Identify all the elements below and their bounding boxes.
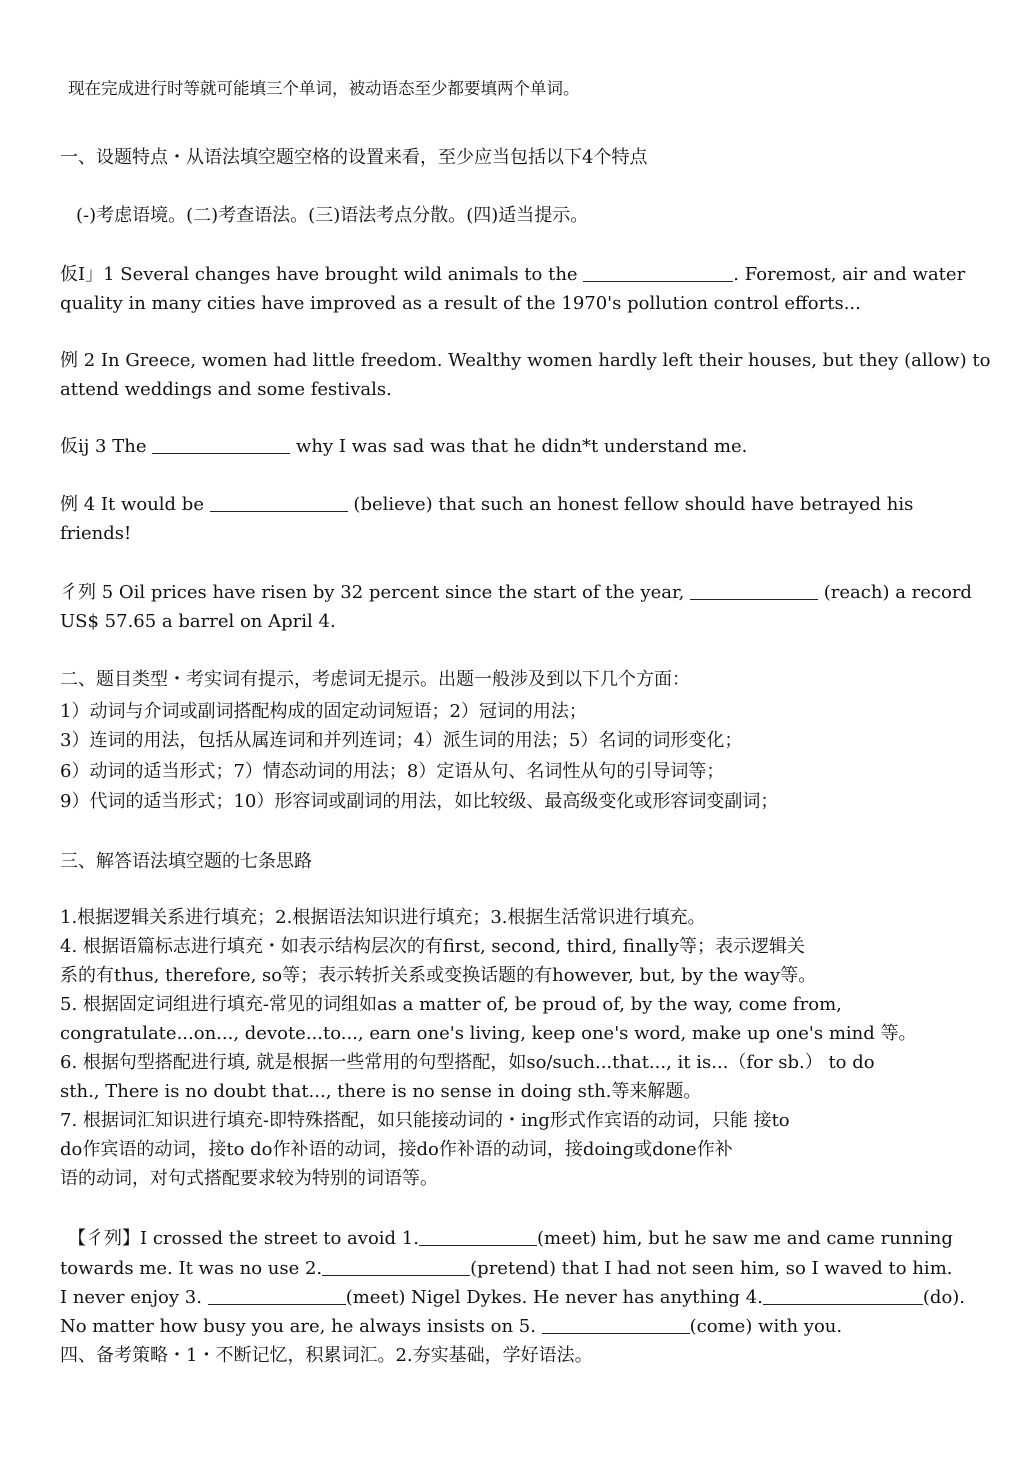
text: 仮I」1 Several changes have brought wild animals to the	[60, 264, 584, 285]
text: (pretend) that I had not seen him, so I waved to him.	[470, 1258, 953, 1279]
exercise-line-4	[60, 1314, 842, 1340]
tip-4-line-1	[60, 934, 805, 960]
tip-1-3	[60, 905, 706, 931]
text: do作宾语的动词，接to do作补语的动词，接do作补语的动词，接doing或done作补	[60, 1139, 733, 1160]
tip-6-line-2	[60, 1079, 701, 1105]
fill-blank	[583, 263, 733, 282]
text: 三、解答语法填空题的七条思路	[60, 851, 312, 872]
text: quality in many cities have improved as a result of the 1970's pollution control efforts...	[60, 293, 861, 314]
section-2-item-4	[60, 789, 778, 815]
text: 仮ij 3 The	[60, 436, 153, 457]
text: (meet) him, but he saw me and came running	[536, 1228, 953, 1249]
text: 例 4 It would be	[60, 494, 210, 515]
fill-blank	[322, 1257, 470, 1276]
text: 6）动词的适当形式；7）情态动词的用法；8）定语从句、名词性从句的引导词等；	[60, 761, 725, 782]
section-4-heading	[60, 1343, 593, 1369]
fill-blank	[210, 493, 348, 512]
example-3-line	[60, 434, 747, 460]
text: 1）动词与介词或副词搭配构成的固定动词短语；2）冠词的用法；	[60, 701, 587, 722]
example-1-line-1	[60, 262, 965, 288]
text: 3）连词的用法，包括从属连词和并列连词；4）派生词的用法；5）名词的词形变化；	[60, 730, 743, 751]
tip-7-line-2	[60, 1137, 733, 1163]
tip-5-line-2	[60, 1021, 917, 1047]
text: congratulate...on..., devote...to..., earn one's living, keep one's word, make up one's mind 等。	[60, 1023, 917, 1044]
text: 四、备考策略・1・不断记忆，积累词汇。2.夯实基础，学好语法。	[60, 1345, 593, 1366]
text: 语的动词，对句式搭配要求较为特别的词语等。	[60, 1168, 438, 1189]
text: 7. 根据词汇知识进行填充-即特殊搭配，如只能接动词的・ing形式作宾语的动词，只能 接to	[60, 1110, 790, 1131]
text: 4. 根据语篇标志进行填充・如表示结构层次的有first, second, third, finally等；表示逻辑关	[60, 936, 805, 957]
example-1-line-2	[60, 291, 861, 317]
exercise-line-3	[60, 1285, 965, 1311]
tip-7-line-3	[60, 1166, 438, 1192]
text: why I was sad was that he didn*t understand me.	[290, 436, 748, 457]
text: 例 2 In Greece, women had little freedom. Wealthy women hardly left their houses, but they (allow) to	[60, 350, 991, 371]
section-2-item-2	[60, 728, 742, 754]
exercise-line-1	[68, 1226, 953, 1252]
text: 5. 根据固定词组进行填充-常见的词组如as a matter of, be proud of, by the way, come from,	[60, 994, 842, 1015]
tip-5-line-1	[60, 992, 842, 1018]
exercise-line-2	[60, 1256, 952, 1282]
text: (-)考虑语境。(二)考查语法。(三)语法考点分散。(四)适当提示。	[76, 205, 589, 226]
text: sth., There is no doubt that..., there is no sense in doing sth.等来解题。	[60, 1081, 702, 1102]
text: 6. 根据句型搭配进行填, 就是根据一些常用的句型搭配，如so/such...that..., it is...（for sb.） to do	[60, 1052, 875, 1073]
text: 一、设题特点・从语法填空题空格的设置来看，至少应当包括以下4个特点	[60, 147, 648, 168]
intro-line	[68, 76, 580, 102]
text: 1.根据逻辑关系进行填充；2.根据语法知识进行填充；3.根据生活常识进行填充。	[60, 907, 706, 928]
fill-blank	[152, 435, 290, 454]
tip-6-line-1	[60, 1050, 875, 1076]
fill-blank	[419, 1227, 537, 1246]
text: . Foremost, air and water	[733, 264, 966, 285]
text: (meet) Nigel Dykes. He never has anything 4.	[345, 1287, 763, 1308]
text: 现在完成进行时等就可能填三个单词，被动语态至少都要填两个单词。	[68, 79, 580, 98]
text: 9）代词的适当形式；10）形容词或副词的用法，如比较级、最高级变化或形容词变副词；	[60, 791, 779, 812]
example-5-line-2	[60, 609, 336, 635]
text: 二、题目类型・考实词有提示，考虑词无提示。出题一般涉及到以下几个方面：	[60, 669, 690, 690]
text: attend weddings and some festivals.	[60, 379, 392, 400]
text: (reach) a record	[818, 582, 972, 603]
tip-4-line-2	[60, 963, 816, 989]
text: (do).	[922, 1287, 966, 1308]
text: US$ 57.65 a barrel on April 4.	[60, 611, 336, 632]
example-2-line-1	[60, 348, 990, 374]
section-2-heading	[60, 667, 690, 693]
text: (come) with you.	[689, 1316, 843, 1337]
text: 【彳列】I crossed the street to avoid 1.	[68, 1228, 419, 1249]
example-4-line-1	[60, 492, 913, 518]
text: friends!	[60, 523, 132, 544]
example-5-line-1	[60, 580, 972, 606]
text: 彳列 5 Oil prices have risen by 32 percent since the start of the year,	[60, 582, 691, 603]
text: No matter how busy you are, he always insists on 5.	[60, 1316, 542, 1337]
fill-blank	[690, 581, 818, 600]
section-2-item-1	[60, 699, 587, 725]
fill-blank	[763, 1286, 923, 1305]
fill-blank	[542, 1315, 690, 1334]
text: towards me. It was no use 2.	[60, 1258, 323, 1279]
section-3-heading	[60, 849, 312, 875]
section-2-item-3	[60, 759, 724, 785]
fill-blank	[208, 1286, 346, 1305]
tip-7-line-1	[60, 1108, 790, 1134]
text: 系的有thus, therefore, so等；表示转折关系或变换话题的有however, but, by the way等。	[60, 965, 817, 986]
example-4-line-2	[60, 521, 131, 547]
text: (believe) that such an honest fellow should have betrayed his	[347, 494, 914, 515]
section-1-points	[76, 203, 588, 229]
example-2-line-2	[60, 377, 392, 403]
text: I never enjoy 3.	[60, 1287, 208, 1308]
section-1-heading	[60, 145, 647, 171]
